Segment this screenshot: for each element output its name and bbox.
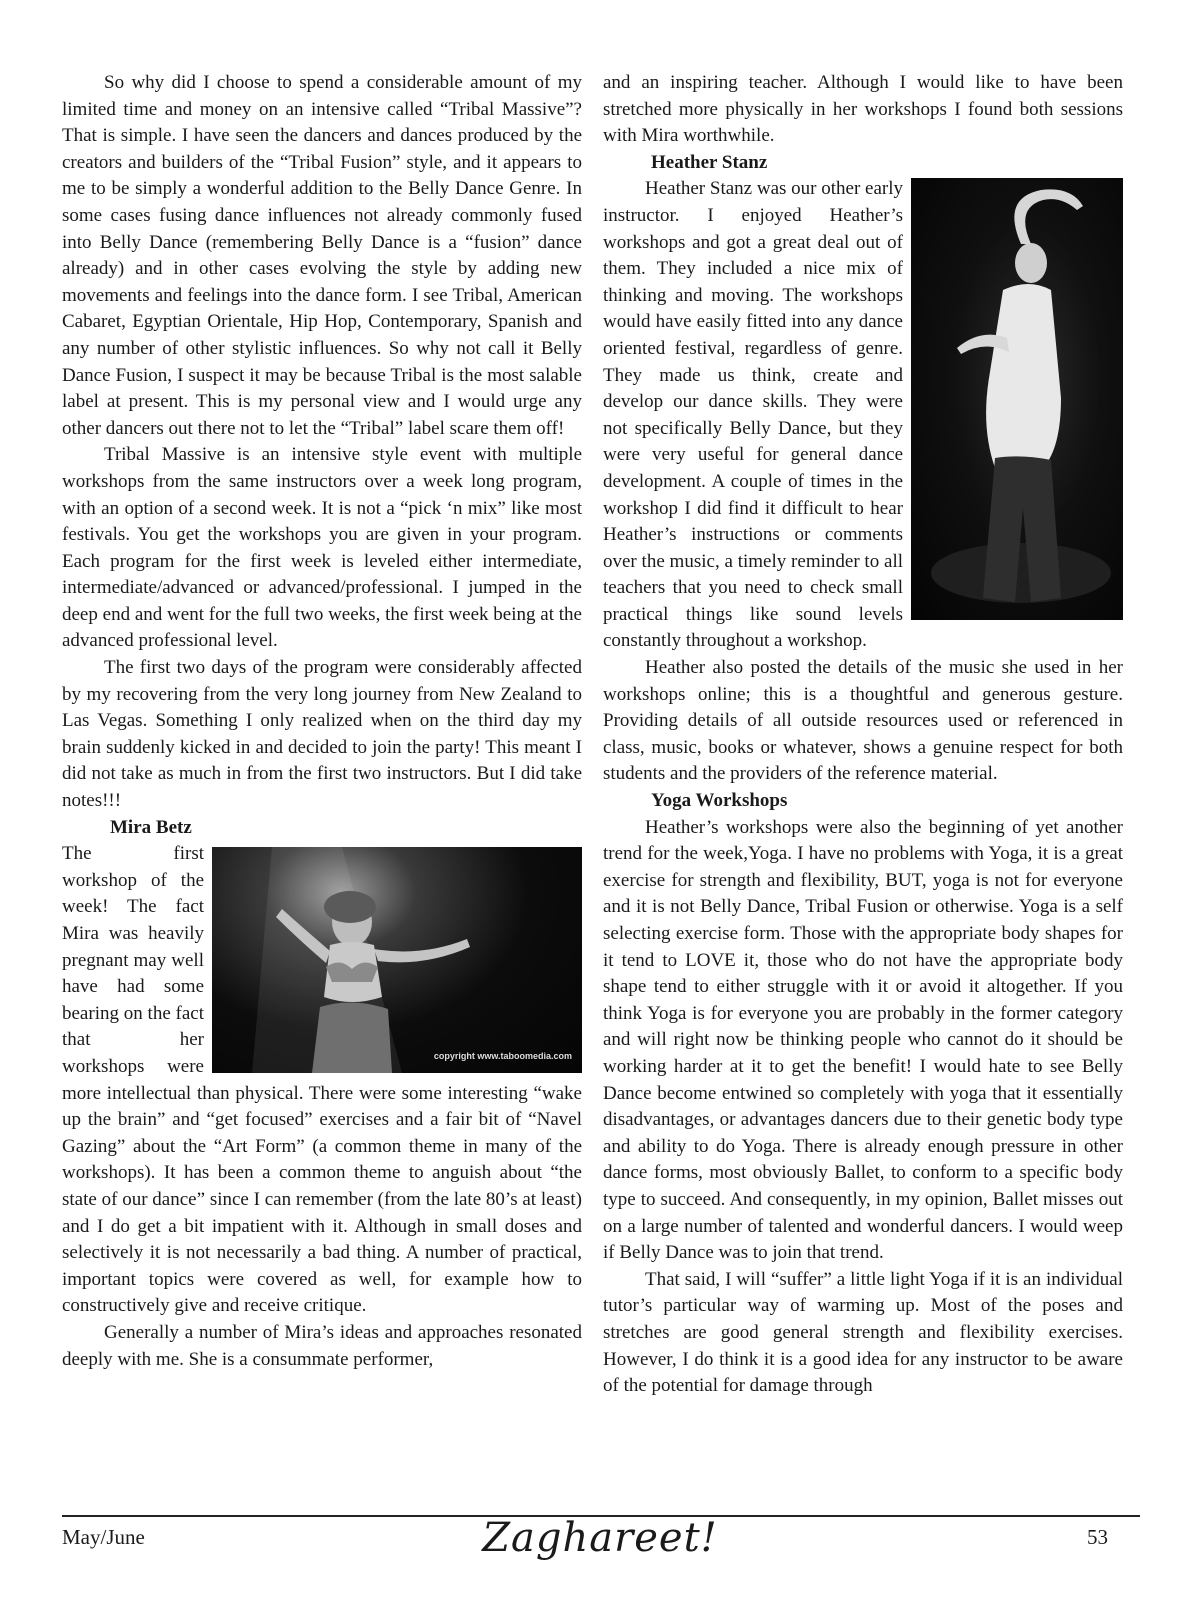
- paragraph: The first two days of the program were considerably affected by my recovering from the very long journey from New Zealand to Las Vegas. Something I only realized when on the third day my brain suddenly kicked in and decided to join the party! This meant I did not take as much in from the first two instructors. But I did take notes!!!: [62, 657, 582, 812]
- left-column: [62, 70, 582, 1373]
- page-number: 53: [1087, 1525, 1108, 1549]
- section-heading-heather-stanz: Heather Stanz: [651, 151, 768, 173]
- section-heading-mira-betz: Mira Betz: [110, 816, 192, 838]
- dancer-figure-icon: [212, 847, 582, 1073]
- paragraph: and an inspiring teacher. Although I would like to have been stretched more physically in her workshops I found both sessions with Mira worthwhile.: [603, 72, 1123, 147]
- mira-betz-photo: [212, 847, 582, 1073]
- paragraph: Generally a number of Mira’s ideas and approaches resonated deeply with me. She is a consummate performer,: [62, 1321, 582, 1370]
- paragraph: The first workshop of the week! The fact Mira was heavily pregnant may well have had some bearing on the fact that her workshops were more intellectual than physical. There were some interesting “wake up the brain” and “get focused” exercises and a fair bit of “Navel Gazing” about the “Art Form” (a common theme in many of the workshops). It has been a common theme to anguish about “the state of our dance” since I can remember (from the late 80’s at least) and I do get a bit impatient with it. Although in small doses and selectively it is not necessarily a bad thing. A number of practical, important topics were covered as well, for example how to constructively give and receive critique.: [62, 843, 582, 1317]
- photo-credit: copyright www.taboomedia.com: [433, 1050, 572, 1061]
- paragraph: Heather Stanz was our other early instructor. I enjoyed Heather’s workshops and got a great deal out of them. They included a nice mix of thinking and moving. The workshops would have easily fitted into any dance oriented festival, regardless of genre. They made us think, create and develop our dance skills. They were not specifically Belly Dance, but they were very useful for general dance development. A couple of times in the workshop I did find it difficult to hear Heather’s instructions or comments over the music, a timely reminder to all teachers that you need to check small practical things like sound levels constantly throughout a workshop.: [603, 178, 903, 652]
- footer-issue-date: May/June: [62, 1525, 145, 1549]
- paragraph: Heather’s workshops were also the beginning of yet another trend for the week,Yoga. I have no problems with Yoga, it is a great exercise for strength and flexibility, BUT, yoga is not for everyone and it is not Belly Dance, Tribal Fusion or otherwise. Yoga is a self selecting exercise form. Those with the appropriate body shapes for it tend to LOVE it, those who do not have the appropriate body shape tend to either struggle with it or avoid it altogether. If you think Yoga is for everyone you are probably in the former category and will right now be thinking people who cannot do it should be working harder at it to get the benefit! I would hate to see Belly Dance become entwined so completely with yoga that it essentially disadvantages, or advantages dancers due to their genetic body type and ability to do Yoga. There is already enough pressure in other dance forms, most obviously Ballet, to conform to a specific body type to succeed. And consequently, in my opinion, Ballet misses out on a large number of talented and wonderful dancers. I would weep if Belly Dance was to join that trend.: [603, 816, 1123, 1264]
- dancer-figure-icon: [911, 178, 1123, 620]
- paragraph: Heather also posted the details of the music she used in her workshops online; this is a thoughtful and generous gesture. Providing details of all outside resources used or referenced in class, music, books or whatever, shows a genuine respect for both students and the providers of the reference material.: [603, 657, 1123, 785]
- magazine-logo: Zaghareet!: [482, 1515, 718, 1561]
- paragraph: Tribal Massive is an intensive style event with multiple workshops from the same instructors over a week long program, with an option of a second week. It is not a “pick ‘n mix” like most festivals. You get the workshops you are given in your program. Each program for the first week is leveled either intermediate, intermediate/advanced or advanced/professional. I jumped in the deep end and went for the full two weeks, the first week being at the advanced professional level.: [62, 444, 582, 652]
- right-column: [603, 70, 1123, 1400]
- paragraph: That said, I will “suffer” a little light Yoga if it is an individual tutor’s particular way of warming up. Most of the poses and stretches are good general strength and flexibility exercises. However, I do think it is a good idea for any instructor to be aware of the potential for damage through: [603, 1268, 1123, 1397]
- heather-stanz-photo: [911, 178, 1123, 620]
- paragraph: So why did I choose to spend a considerable amount of my limited time and money on an intensive called “Tribal Massive”? That is simple. I have seen the dancers and dances produced by the creators and builders of the “Tribal Fusion” style, and it appears to me to be simply a wonderful addition to the Belly Dance Genre. In some cases fusing dance influences not already commonly fused into Belly Dance (remembering Belly Dance is a “fusion” dance already) and in other cases evolving the style by adding new movements and feelings into the dance form. I see Tribal, American Cabaret, Egyptian Orientale, Hip Hop, Contemporary, Spanish and any number of other stylistic influences. So why not call it Belly Dance Fusion, I suspect it may be because Tribal is the most salable label at present. This is my personal view and I would urge any other dancers out there not to let the “Tribal” label scare them off!: [62, 72, 582, 439]
- section-heading-yoga-workshops: Yoga Workshops: [651, 790, 788, 812]
